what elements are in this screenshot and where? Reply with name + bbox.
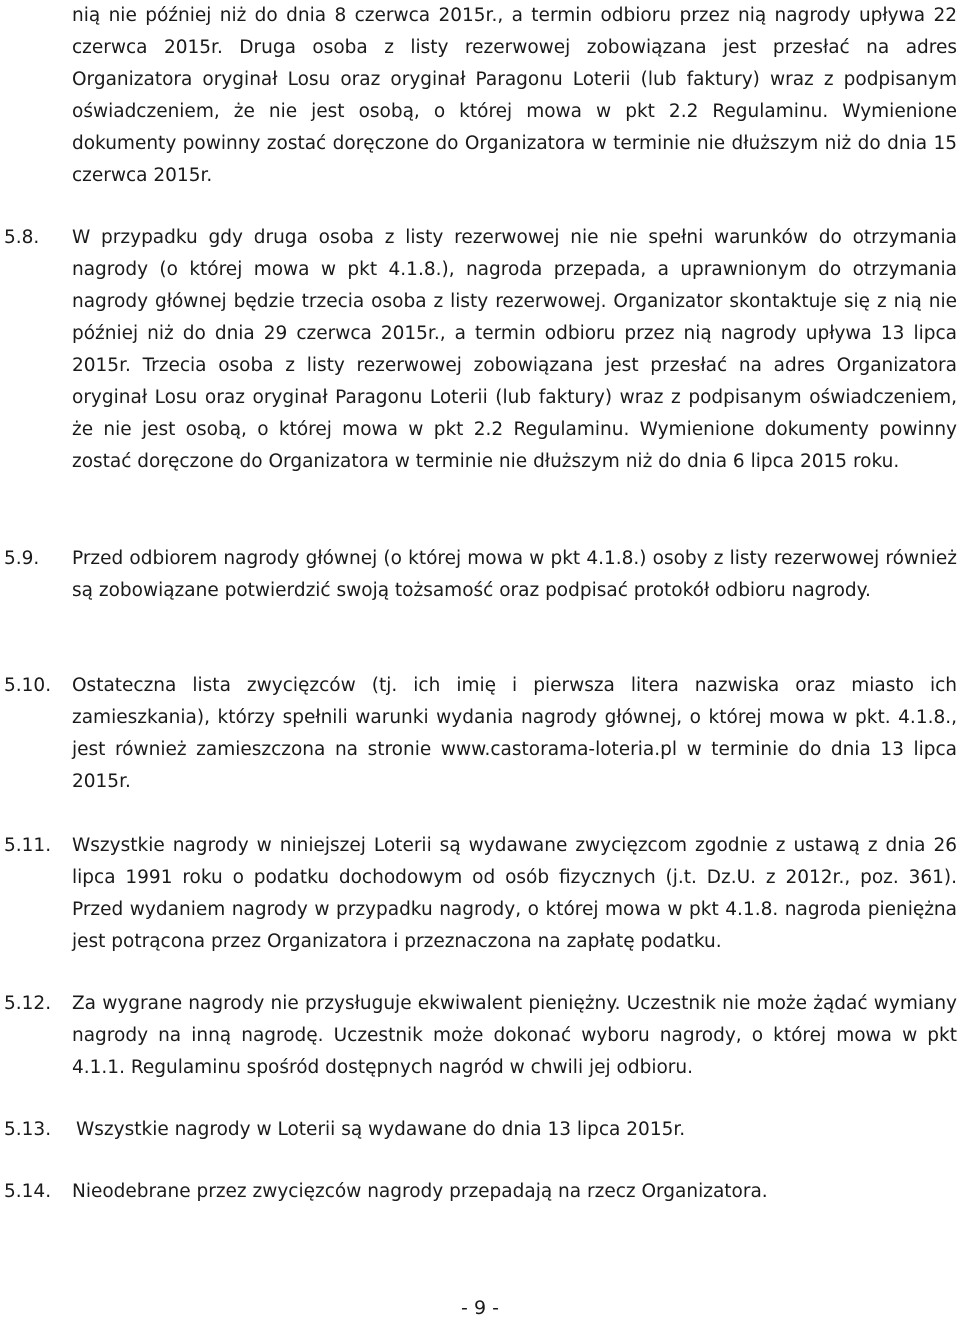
section-text: Wszystkie nagrody w Loterii są wydawane do dnia 13 lipca 2015r. (76, 1119, 686, 1140)
section-text: Wszystkie nagrody w niniejszej Loterii są wydawane zwycięzcom zgodnie z ustawą z dnia 26 lipca 1991 roku o podatku dochodowym od osób fizycznych (j.t. Dz.U. z 2012r., poz. 361). Przed wydaniem nagrody w przypadku nagrody, o której mowa w pkt 4.1.8. nagroda pieniężna jest potrącona przez Organizatora i przeznaczona na zapłatę podatku. (72, 835, 957, 952)
section-text: Ostateczna lista zwycięzców (tj. ich imię i pierwsza litera nazwiska oraz miasto ich zamieszkania), którzy spełnili warunki wydania nagrody głównej, o której mowa w pkt. 4.1.8., jest również zamieszczona na stronie www.castorama-loteria.pl w terminie do dnia 13 lipca 2015r. (72, 675, 957, 792)
section-number: 5.11. (4, 835, 52, 856)
section-number: 5.12. (4, 993, 52, 1014)
section-text: W przypadku gdy druga osoba z listy rezerwowej nie nie spełni warunków do otrzymania nagrody (o której mowa w pkt 4.1.8.), nagroda przepada, a uprawnionym do otrzymania nagrody głównej będzie trzecia osoba z listy rezerwowej. Organizator skontaktuje się z nią nie później niż do dnia 29 czerwca 2015r., a termin odbioru przez nią nagrody upływa 13 lipca 2015r. Trzecia osoba z listy rezerwowej zobowiązana jest przesłać na adres Organizatora oryginał Losu oraz oryginał Paragonu Loterii (lub faktury) wraz z podpisanym oświadczeniem, że nie jest osobą, o której mowa w pkt 2.2 Regulaminu. Wymienione dokumenty powinny zostać doręczone do Organizatora w terminie nie dłuższym niż do dnia 6 lipca 2015 roku. (72, 227, 957, 472)
section-number: 5.10. (4, 675, 52, 696)
intro-paragraph: nią nie później niż do dnia 8 czerwca 2015r., a termin odbioru przez nią nagrody upływa 22 czerwca 2015r. Druga osoba z listy rezerwowej zobowiązana jest przesłać na adres Organizatora oryginał Losu oraz oryginał Paragonu Loterii (lub faktury) wraz z podpisanym oświadczeniem, że nie jest osobą, o której mowa w pkt 2.2 Regulaminu. Wymienione dokumenty powinny zostać doręczone do Organizatora w terminie nie dłuższym niż do dnia 15 czerwca 2015r. (72, 5, 957, 186)
section-text: Za wygrane nagrody nie przysługuje ekwiwalent pieniężny. Uczestnik nie może żądać wymiany nagrody na inną nagrodę. Uczestnik może dokonać wyboru nagrody, o której mowa w pkt 4.1.1. Regulaminu spośród dostępnych nagród w chwili jej odbioru. (72, 993, 957, 1078)
section-text: Nieodebrane przez zwycięzców nagrody przepadają na rzecz Organizatora. (72, 1181, 768, 1202)
page-number: - 9 - (461, 1297, 499, 1319)
section-number: 5.8. (4, 227, 40, 248)
section-text: Przed odbiorem nagrody głównej (o której mowa w pkt 4.1.8.) osoby z listy rezerwowej również są zobowiązane potwierdzić swoją tożsamość oraz podpisać protokół odbioru nagrody. (72, 548, 957, 601)
section-number: 5.13. (4, 1119, 52, 1140)
section-number: 5.9. (4, 548, 40, 569)
section-number: 5.14. (4, 1181, 52, 1202)
